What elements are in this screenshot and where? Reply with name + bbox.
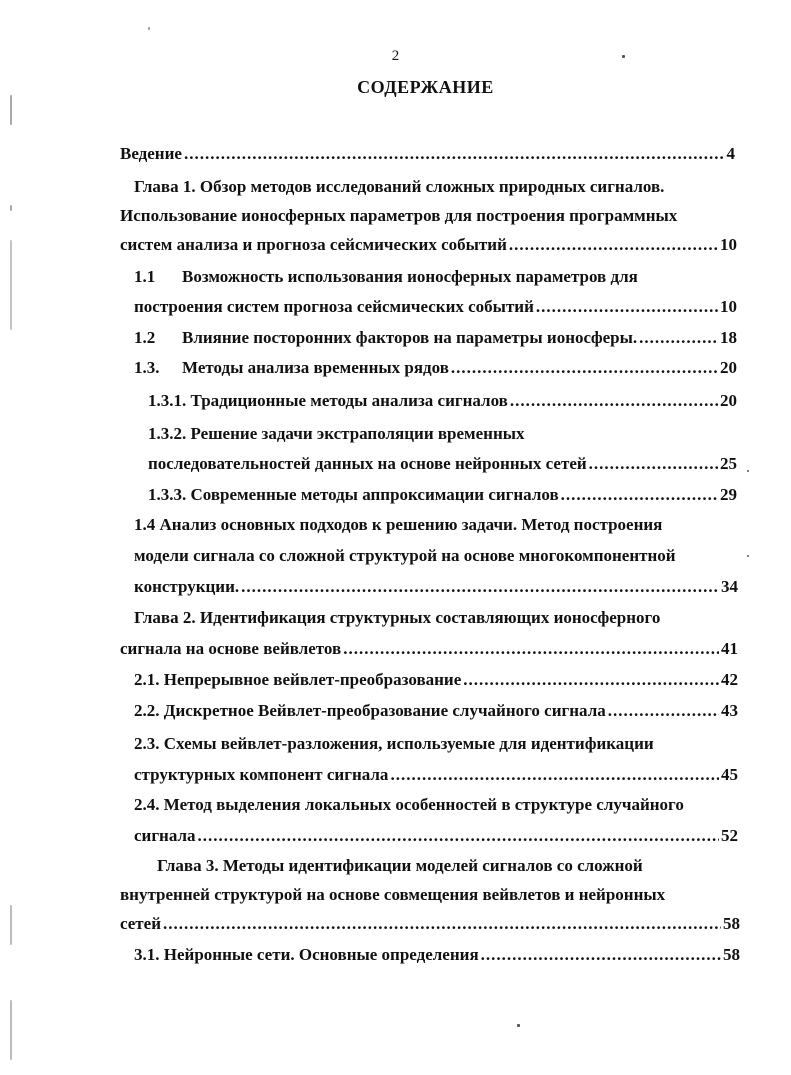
dot-leader [343, 638, 719, 660]
toc-section-1-3 [134, 357, 737, 379]
toc-entry-page: 20 [720, 358, 737, 377]
dot-leader [463, 669, 719, 691]
toc-chapter-3-line-2: внутренней структурой на основе совмещения вейвлетов и нейронных [120, 885, 666, 904]
dot-leader [561, 484, 718, 506]
dot-leader [639, 327, 718, 349]
toc-entry-page: 58 [723, 945, 740, 964]
toc-section-2-3-line-1: 2.3. Схемы вейвлет-разложения, используемые для идентификации [134, 734, 654, 753]
toc-section-1-4-line-1: 1.4 Анализ основных подходов к решению задачи. Метод построения [134, 515, 663, 534]
toc-entry-text: сигнала на основе вейвлетов [120, 639, 342, 658]
toc-entry-text: 2.2. Дискретное Вейвлет-преобразование случайного сигнала [134, 701, 606, 720]
toc-entry-page: 20 [720, 391, 737, 410]
toc-chapter-3-line-1: Глава 3. Методы идентификации моделей сигналов со сложной [157, 856, 643, 875]
toc-entry-page: 34 [721, 577, 738, 596]
toc-chapter-3-last [120, 913, 740, 935]
toc-entry-page: 29 [720, 485, 737, 504]
section-title: Методы анализа временных рядов [182, 358, 449, 377]
toc-chapter-1-last [120, 234, 737, 256]
toc-entry-page: 43 [721, 701, 738, 720]
toc-section-1-1-line-1 [134, 266, 638, 288]
toc-entry-text: конструкции. [134, 577, 240, 596]
toc-entry-page: 42 [721, 670, 738, 689]
section-title: Возможность использования ионосферных параметров для [182, 267, 638, 286]
section-number: 1.1 [134, 267, 156, 286]
toc-section-3-1 [134, 944, 740, 966]
toc-entry-text: 1.3.1. Традиционные методы анализа сигналов [148, 391, 508, 410]
toc-section-2-3-last [134, 764, 738, 786]
dot-leader [184, 143, 725, 165]
dot-leader [509, 234, 718, 256]
toc-chapter-2-last [120, 638, 738, 660]
dot-leader [241, 576, 719, 598]
scan-speck [10, 240, 12, 330]
toc-entry-page: 18 [720, 328, 737, 347]
toc-entry-text: Ведение [120, 144, 182, 163]
toc-entry-text: последовательностей данных на основе нейронных сетей [148, 454, 587, 473]
toc-section-2-4-last [134, 825, 738, 847]
page-title: СОДЕРЖАНИЕ [357, 77, 494, 97]
toc-section-1-1-last [134, 296, 737, 318]
dot-leader [589, 453, 718, 475]
toc-entry-text: сетей [120, 914, 161, 933]
toc-entry-page: 52 [721, 826, 738, 845]
dot-leader [451, 357, 718, 379]
scan-speck [10, 205, 12, 211]
scan-speck [10, 1000, 12, 1060]
toc-entry-page: 4 [726, 144, 735, 163]
toc-section-1-4-line-2: модели сигнала со сложной структурой на основе многокомпонентной [134, 546, 676, 565]
toc-entry-text: сигнала [134, 826, 196, 845]
toc-entry-page: 10 [720, 235, 737, 254]
toc-section-1-3-3 [148, 484, 737, 506]
toc-entry-page: 10 [720, 297, 737, 316]
scan-speck [517, 1024, 520, 1027]
dot-leader [608, 700, 719, 722]
toc-chapter-1-line-1: Глава 1. Обзор методов исследований сложных природных сигналов. [134, 177, 665, 196]
dot-leader [390, 764, 719, 786]
toc-entry-text: построения систем прогноза сейсмических событий [134, 297, 534, 316]
toc-section-1-3-1 [148, 390, 737, 412]
toc-section-1-2 [134, 327, 737, 349]
page-number: 2 [391, 48, 400, 64]
scan-speck [10, 95, 12, 125]
toc-section-1-3-2-line-1: 1.3.2. Решение задачи экстраполяции временных [148, 424, 525, 443]
toc-entry-text: структурных компонент сигнала [134, 765, 389, 784]
scan-speck [747, 555, 749, 557]
toc-entry-text: систем анализа и прогноза сейсмических событий [120, 235, 507, 254]
toc-section-1-4-last [134, 576, 738, 598]
scan-speck [148, 27, 150, 30]
toc-entry-intro [120, 143, 735, 165]
toc-entry-page: 58 [723, 914, 740, 933]
toc-section-2-2 [134, 700, 738, 722]
dot-leader [198, 825, 719, 847]
section-number: 1.2 [134, 328, 156, 347]
toc-section-1-3-2-last [148, 453, 737, 475]
section-title: Влияние посторонних факторов на параметры ионосферы. [182, 328, 638, 347]
toc-chapter-1-line-2: Использование ионосферных параметров для построения программных [120, 206, 678, 225]
toc-entry-text: 2.1. Непрерывное вейвлет-преобразование [134, 670, 462, 689]
dot-leader [481, 944, 721, 966]
dot-leader [510, 390, 718, 412]
section-number: 1.3. [134, 358, 160, 377]
scan-speck [10, 905, 12, 945]
scan-speck [747, 470, 749, 472]
toc-section-2-4-line-1: 2.4. Метод выделения локальных особенностей в структуре случайного [134, 795, 684, 814]
toc-entry-page: 41 [721, 639, 738, 658]
dot-leader [536, 296, 718, 318]
toc-entry-text: 3.1. Нейронные сети. Основные определения [134, 945, 479, 964]
toc-entry-text: 1.3.3. Современные методы аппроксимации сигналов [148, 485, 559, 504]
toc-entry-page: 45 [721, 765, 738, 784]
toc-section-2-1 [134, 669, 738, 691]
dot-leader [163, 913, 721, 935]
scan-speck [622, 55, 625, 58]
toc-entry-page: 25 [720, 454, 737, 473]
toc-chapter-2-line-1: Глава 2. Идентификация структурных составляющих ионосферного [134, 608, 661, 627]
